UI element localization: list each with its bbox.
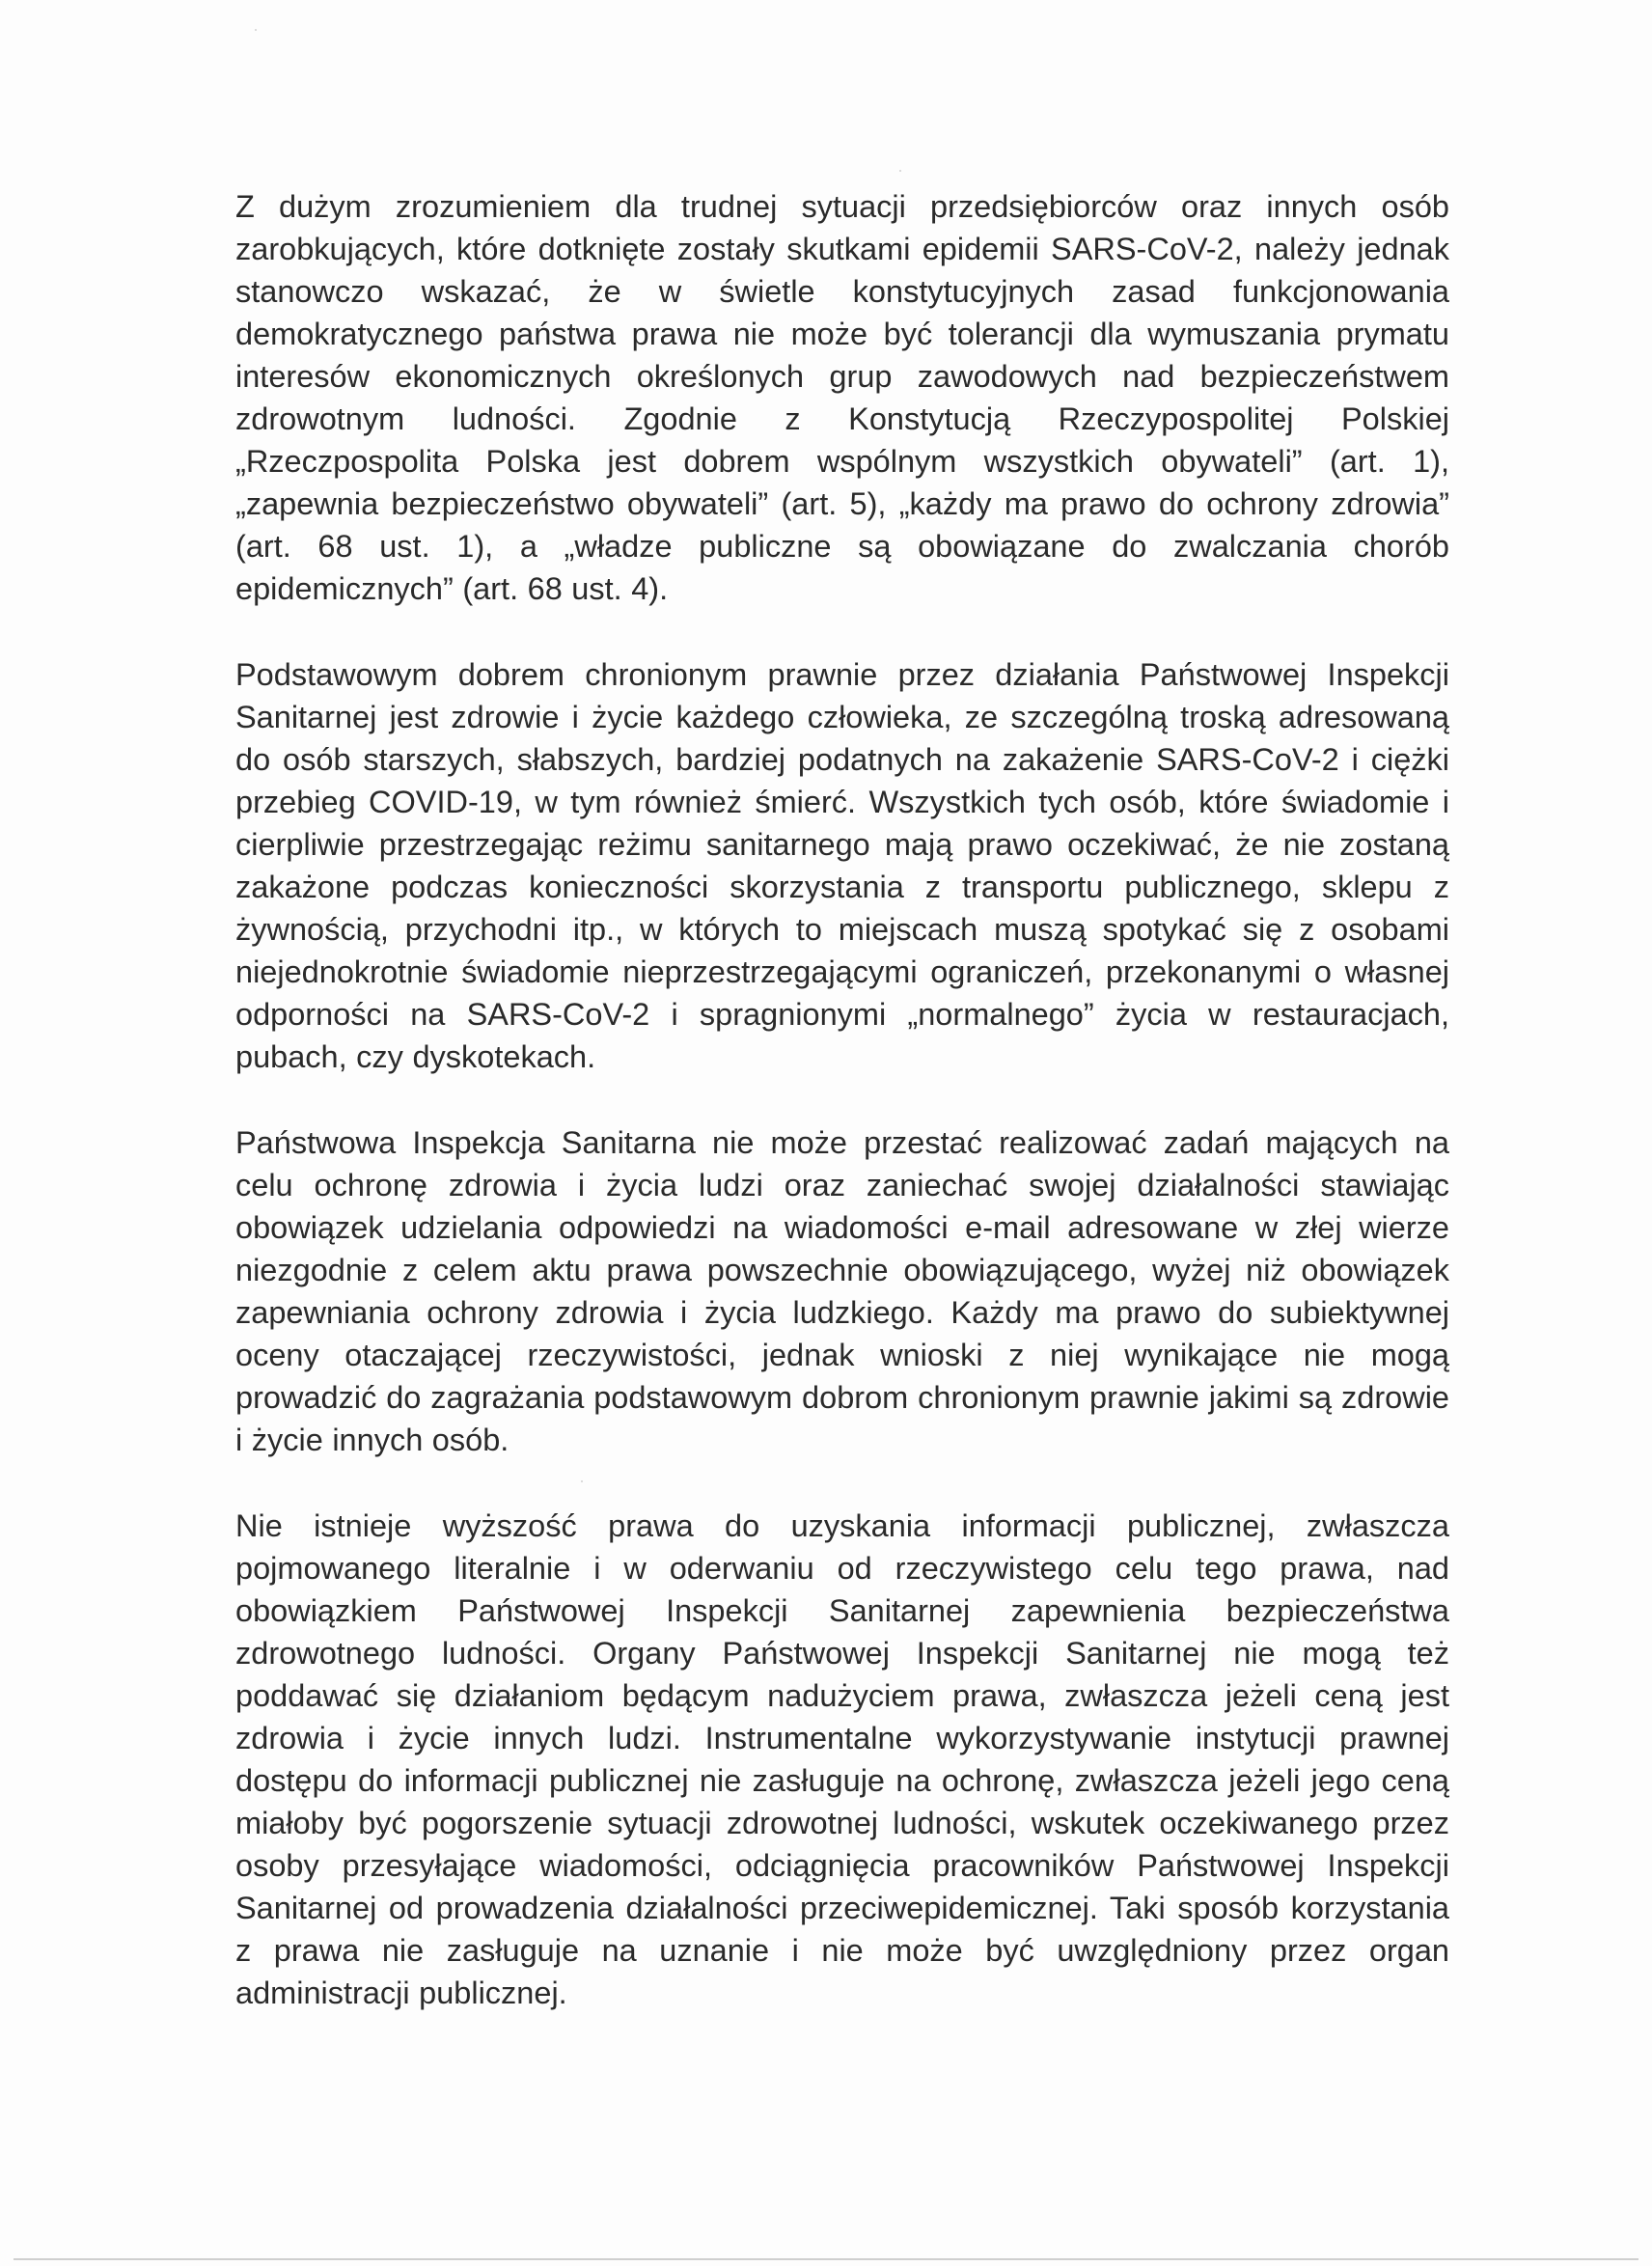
page-bottom-edge bbox=[14, 2258, 1638, 2260]
scan-speck bbox=[255, 29, 257, 31]
scan-speck bbox=[899, 170, 901, 172]
paragraph-1: Z dużym zrozumieniem dla trudnej sytuacji przedsiębiorców oraz innych osób zarobkujących, które dotknięte zostały skutkami epidemii SARS-CoV-2, należy jednak stanowczo wskazać, że w świetle konstytucyjnych zasad funkcjonowania demokratycznego państwa prawa nie może być tolerancji dla wymuszania prymatu interesów ekonomicznych określonych grup zawodowych nad bezpieczeństwem zdrowotnym ludności. Zgodnie z Konstytucją Rzeczypospolitej Polskiej „Rzeczpospolita Polska jest dobrem wspólnym wszystkich obywateli” (art. 1), „zapewnia bezpieczeństwo obywateli” (art. 5), „każdy ma prawo do ochrony zdrowia” (art. 68 ust. 1), a „władze publiczne są obowiązane do zwalczania chorób epidemicznych” (art. 68 ust. 4). bbox=[235, 189, 1449, 606]
paragraph-3: Państwowa Inspekcja Sanitarna nie może przestać realizować zadań mających na celu ochronę zdrowia i życia ludzi oraz zaniechać swojej działalności stawiając obowiązek udzielania odpowiedzi na wiadomości e-mail adresowane w złej wierze niezgodnie z celem aktu prawa powszechnie obowiązującego, wyżej niż obowiązek zapewniania ochrony zdrowia i życia ludzkiego. Każdy ma prawo do subiektywnej oceny otaczającej rzeczywistości, jednak wnioski z niej wynikające nie mogą prowadzić do zagrażania podstawowym dobrom chronionym prawnie jakimi są zdrowie i życie innych osób. bbox=[235, 1125, 1449, 1457]
paragraph-2: Podstawowym dobrem chronionym prawnie przez działania Państwowej Inspekcji Sanitarnej jest zdrowie i życie każdego człowieka, ze szczególną troską adresowaną do osób starszych, słabszych, bardziej podatnych na zakażenie SARS-CoV-2 i ciężki przebieg COVID-19, w tym również śmierć. Wszystkich tych osób, które świadomie i cierpliwie przestrzegając reżimu sanitarnego mają prawo oczekiwać, że nie zostaną zakażone podczas konieczności skorzystania z transportu publicznego, sklepu z żywnością, przychodni itp., w których to miejscach muszą spotykać się z osobami niejednokrotnie świadomie nieprzestrzegającymi ograniczeń, przekonanymi o własnej odporności na SARS-CoV-2 i spragnionymi „normalnego” życia w restauracjach, pubach, czy dyskotekach. bbox=[235, 657, 1449, 1074]
scan-speck bbox=[581, 1480, 583, 1482]
paragraph-4: Nie istnieje wyższość prawa do uzyskania informacji publicznej, zwłaszcza pojmowanego literalnie i w oderwaniu od rzeczywistego celu tego prawa, nad obowiązkiem Państwowej Inspekcji Sanitarnej zapewnienia bezpieczeństwa zdrowotnego ludności. Organy Państwowej Inspekcji Sanitarnej nie mogą też poddawać się działaniom będącym nadużyciem prawa, zwłaszcza jeżeli ceną jest zdrowia i życie innych ludzi. Instrumentalne wykorzystywanie instytucji prawnej dostępu do informacji publicznej nie zasługuje na ochronę, zwłaszcza jeżeli jego ceną miałoby być pogorszenie sytuacji zdrowotnej ludności, wskutek oczekiwanego przez osoby przesyłające wiadomości, odciągnięcia pracowników Państwowej Inspekcji Sanitarnej od prowadzenia działalności przeciwepidemicznej. Taki sposób korzystania z prawa nie zasługuje na uznanie i nie może być uwzględniony przez organ administracji publicznej. bbox=[235, 1508, 1449, 2010]
document-body bbox=[235, 185, 1449, 2014]
